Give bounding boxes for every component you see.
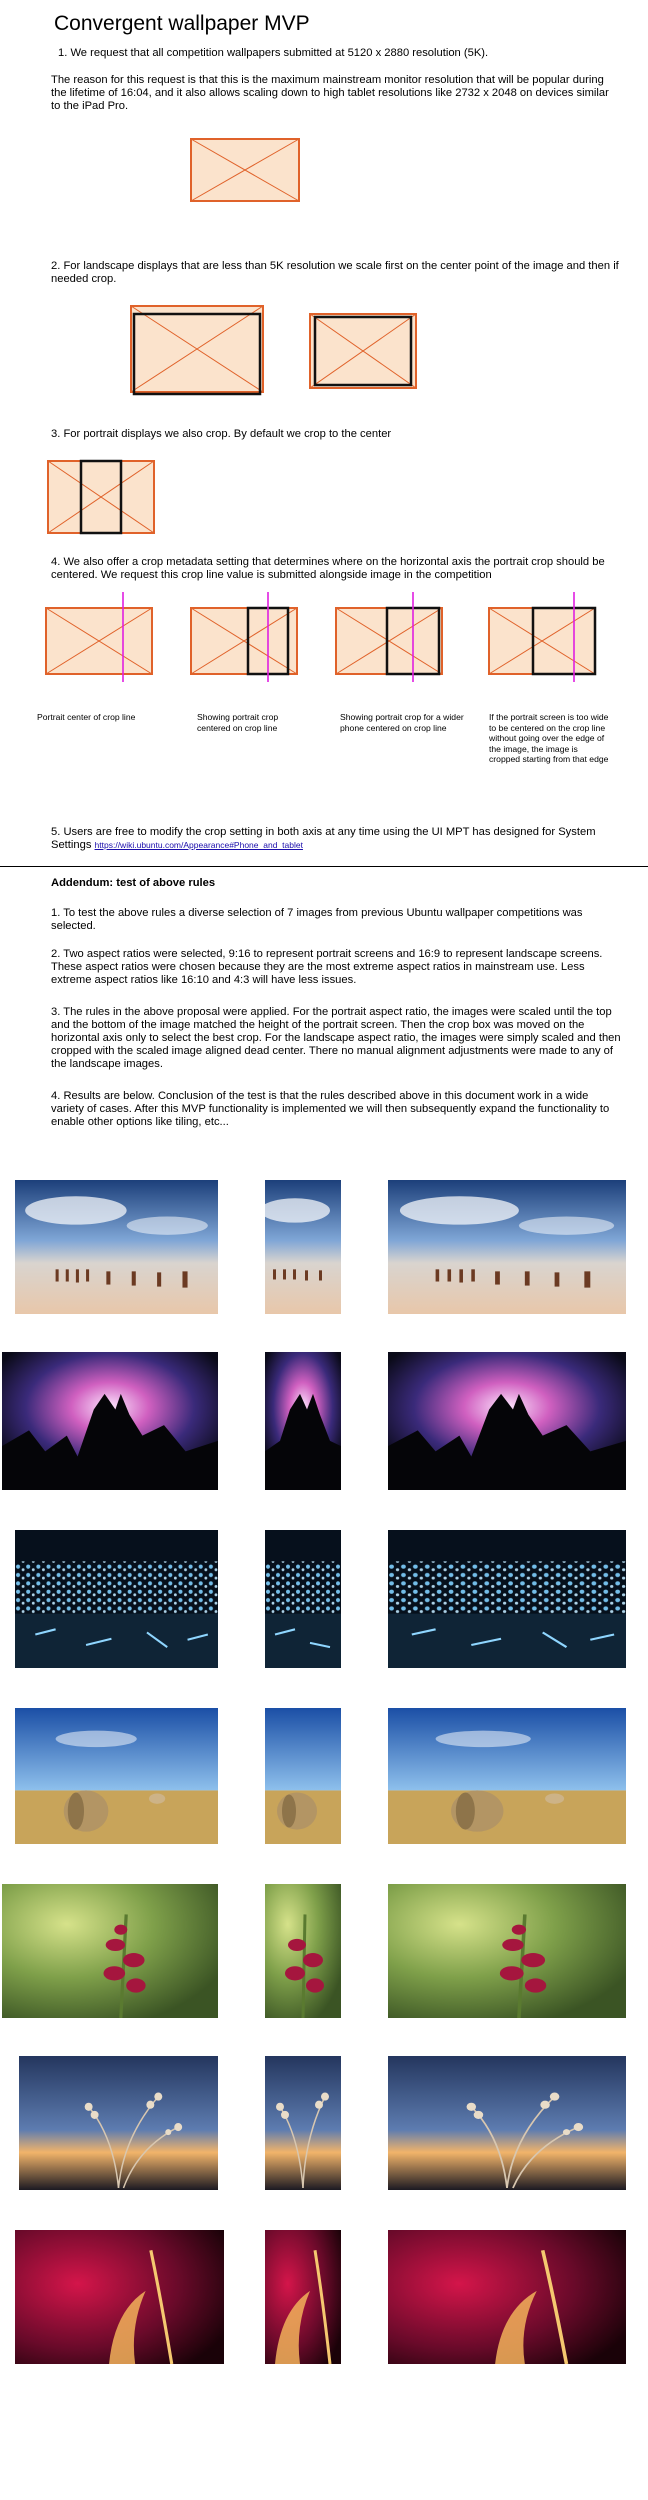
lights-photo-portrait [265,1530,341,1668]
addendum-3: 3. The rules in the above proposal were applied. For the portrait aspect ratio, the images were scaled until the top and the bottom of the image matched the height of the portrait screen. Then the crop box was moved on the horizontal axis only to select the best crop. For the landscape aspect ratio, the images were simply scaled and then cropped with the scaled image aligned dead center. There no manual alignment adjustments were made to any of the landscape images. [51,1006,621,1070]
flower-photo-landscape [388,1884,626,2018]
addendum-title: Addendum: test of above rules [51,877,216,889]
caption-2: Showing portrait crop centered on crop line [197,712,279,733]
field-photo-original [15,1708,218,1844]
caption-4: If the portrait screen is too wide to be centered on the crop line without going over the edge of the image, the image is cropped starting from that edge [489,712,609,764]
concert-photo-portrait [265,1352,341,1490]
field-photo-landscape [388,1708,626,1844]
caption-1: Portrait center of crop line [37,712,136,722]
figure-crop-line-2 [189,592,301,682]
item-5-text: 5. Users are free to modify the crop setting in both axis at any time using the UI MPT has designed for System Settings [51,826,596,851]
grass-photo-portrait [265,2056,341,2190]
figure-crop-line-3 [334,592,446,682]
abstract-photo-original [15,2230,224,2364]
seascape-photo-landscape [388,1180,626,1314]
caption-3: Showing portrait crop for a wider phone centered on crop line [340,712,464,733]
abstract-photo-landscape [388,2230,626,2364]
item-5 [51,826,621,852]
seascape-photo-original [15,1180,218,1314]
lights-photo-landscape [388,1530,626,1668]
figure-landscape-scale-a [130,305,264,397]
figure-crop-line-4 [487,592,599,682]
divider [0,866,648,867]
item-1: 1. We request that all competition wallpapers submitted at 5120 x 2880 resolution (5K). [58,47,489,59]
grass-photo-original [19,2056,218,2190]
abstract-photo-portrait [265,2230,341,2364]
lights-photo-original [15,1530,218,1668]
addendum-4: 4. Results are below. Conclusion of the test is that the rules described above in this document work in a wide variety of cases. After this MVP functionality is implemented we will then subsequently expand the functionality to enable other options like tiling, etc... [51,1090,610,1128]
addendum-1: 1. To test the above rules a diverse selection of 7 images from previous Ubuntu wallpaper competitions was selected. [51,907,583,932]
concert-photo-landscape [388,1352,626,1490]
field-photo-portrait [265,1708,341,1844]
grass-photo-landscape [388,2056,626,2190]
seascape-photo-portrait [265,1180,341,1314]
wiki-link[interactable]: https://wiki.ubuntu.com/Appearance#Phone_and_tablet [94,840,303,850]
item-3: 3. For portrait displays we also crop. By default we crop to the center [51,428,392,440]
figure-crop-line-1 [44,592,156,682]
item-2: 2. For landscape displays that are less than 5K resolution we scale first on the center point of the image and then if needed crop. [51,260,619,285]
figure-portrait-crop [47,460,155,534]
addendum-2: 2. Two aspect ratios were selected, 9:16 to represent portrait screens and 16:9 to represent landscape screens. These aspect ratios were chosen because they are the most extreme aspect ratios in mainstream use. Less extreme aspect ratios like 16:10 and 4:3 will have less issues. [51,948,603,986]
page-title: Convergent wallpaper MVP [54,12,310,35]
concert-photo-original [2,1352,218,1490]
figure-landscape-scale-b [309,313,417,389]
flower-photo-portrait [265,1884,341,2018]
flower-photo-original [2,1884,218,2018]
item-4: 4. We also offer a crop metadata setting that determines where on the horizontal axis the portrait crop should be centered. We request this crop line value is submitted alongside image in the competition [51,556,605,581]
reason-paragraph: The reason for this request is that this is the maximum mainstream monitor resolution that will be popular during the lifetime of 16:04, and it also allows scaling down to high tablet resolutions like 2732 x 2048 on devices similar to the iPad Pro. [51,74,609,112]
figure-5k-frame [190,138,300,202]
